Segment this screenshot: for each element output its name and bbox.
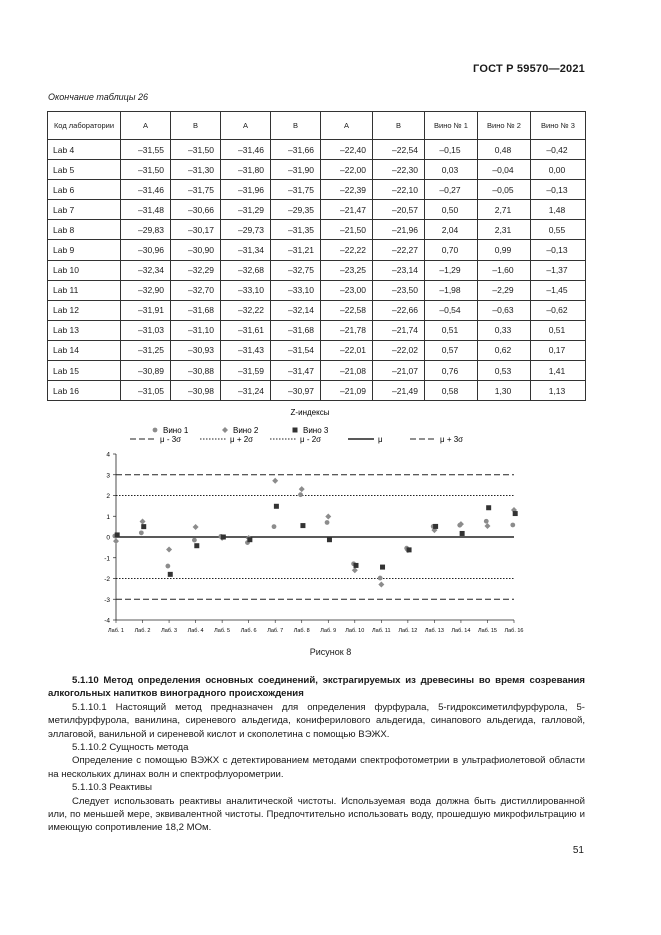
document-code: ГОСТ Р 59570—2021 (473, 63, 585, 75)
table-cell: –32,90 (121, 280, 171, 300)
table-cell: –30,98 (171, 381, 221, 401)
y-tick-label: 1 (106, 513, 110, 521)
table-cell: –30,66 (171, 200, 221, 220)
table-cell: 1,48 (531, 200, 586, 220)
table-cell: Lab 14 (48, 340, 121, 360)
table-cell: –31,68 (171, 300, 221, 320)
table-row (48, 340, 586, 360)
data-point (352, 567, 358, 573)
table-cell: –31,35 (271, 220, 321, 240)
table-cell: 0,76 (425, 361, 478, 381)
table-cell: 0,55 (531, 220, 586, 240)
table-cell: –32,22 (221, 300, 271, 320)
table-cell: –30,17 (171, 220, 221, 240)
table-cell: –23,25 (321, 260, 373, 280)
table-cell: –31,50 (121, 160, 171, 180)
table-cell: 0,48 (478, 140, 531, 160)
table-cell: –22,30 (373, 160, 425, 180)
data-point (141, 524, 146, 529)
table-cell: –31,50 (171, 140, 221, 160)
column-header: B (171, 112, 221, 140)
paragraph-5-1-10-2: 5.1.10.2 Сущность метода (72, 742, 189, 754)
table-cell: –0,54 (425, 300, 478, 320)
column-header: Вино № 2 (478, 112, 531, 140)
table-row (48, 220, 586, 240)
table-cell: –23,50 (373, 280, 425, 300)
table-cell: –31,25 (121, 340, 171, 360)
legend-marker (293, 428, 298, 433)
data-point (327, 537, 332, 542)
table-cell: –2,29 (478, 280, 531, 300)
table-header-row (48, 112, 586, 140)
table-row (48, 320, 586, 340)
table-row (48, 160, 586, 180)
table-cell: –22,39 (321, 180, 373, 200)
legend-label: Вино 1 (163, 426, 189, 435)
legend-label: Вино 3 (303, 426, 329, 435)
table-cell: 0,03 (425, 160, 478, 180)
x-tick-label: Лаб. 16 (504, 628, 524, 634)
data-point (299, 486, 305, 492)
table-cell: 2,04 (425, 220, 478, 240)
table-cell: –30,90 (171, 240, 221, 260)
column-header: Код лаборатории (48, 112, 121, 140)
data-point (510, 523, 515, 528)
table-cell: –21,08 (321, 361, 373, 381)
table-cell: Lab 6 (48, 180, 121, 200)
table-cell: –31,48 (121, 200, 171, 220)
data-point (513, 511, 518, 516)
data-point (354, 563, 359, 568)
table-cell: –31,59 (221, 361, 271, 381)
table-body (48, 140, 586, 401)
z-index-chart (90, 404, 530, 636)
paragraph-5-1-10-3: 5.1.10.3 Реактивы (72, 782, 153, 794)
table-cell: Lab 4 (48, 140, 121, 160)
table-cell: –22,01 (321, 340, 373, 360)
table-cell: –0,05 (478, 180, 531, 200)
x-tick-label: Лаб. 14 (451, 628, 471, 634)
table-cell: –1,37 (531, 260, 586, 280)
table-cell: –31,47 (271, 361, 321, 381)
table-cell: Lab 15 (48, 361, 121, 381)
data-point (484, 519, 489, 524)
x-tick-label: Лаб. 13 (424, 628, 444, 634)
table-cell: –0,15 (425, 140, 478, 160)
table-cell: –32,68 (221, 260, 271, 280)
data-point (139, 530, 144, 535)
legend-label: μ - 2σ (300, 435, 322, 444)
table-cell: –0,62 (531, 300, 586, 320)
table-cell: –0,13 (531, 180, 586, 200)
x-tick-label: Лаб. 3 (161, 628, 178, 634)
table-cell: –31,55 (121, 140, 171, 160)
paragraph-reagents: Следует использовать реактивы аналитической чистоты. Используемая вода должна быть дистиллированной или, по меньшей мере, эквивалентной чистоты. Предпочтительно использовать воду, прошедшую микрофильтрацию и имеющую сопротивление 18,2 МОм. (48, 795, 585, 834)
page-number: 51 (572, 845, 584, 856)
table-cell: –21,74 (373, 320, 425, 340)
data-point (113, 538, 119, 544)
data-point (247, 537, 252, 542)
column-header: A (321, 112, 373, 140)
legend-label: Вино 2 (233, 426, 259, 435)
section-5-1-10 (48, 674, 585, 835)
table-cell: –22,22 (321, 240, 373, 260)
table-cell: –0,27 (425, 180, 478, 200)
table-cell: –0,04 (478, 160, 531, 180)
data-point (166, 546, 172, 552)
table-cell: –31,61 (221, 320, 271, 340)
data-point (298, 492, 303, 497)
data-point (325, 513, 331, 519)
table-cell: –33,10 (271, 280, 321, 300)
legend-label: μ (378, 435, 383, 444)
table-cell: –23,14 (373, 260, 425, 280)
table-cell: –31,43 (221, 340, 271, 360)
table-cell: –30,89 (121, 361, 171, 381)
y-tick-label: -4 (104, 617, 110, 625)
data-point (272, 524, 277, 529)
table-cell: 0,51 (425, 320, 478, 340)
table-cell: 0,51 (531, 320, 586, 340)
table-cell: 0,99 (478, 240, 531, 260)
data-point (194, 543, 199, 548)
table-row (48, 300, 586, 320)
x-tick-label: Лаб. 8 (293, 628, 310, 634)
table-cell: –31,21 (271, 240, 321, 260)
chart-title: Z-индексы (290, 408, 330, 417)
table-cell: –30,88 (171, 361, 221, 381)
table-row (48, 361, 586, 381)
data-point (165, 564, 170, 569)
data-point (140, 518, 146, 524)
table-cell: 0,53 (478, 361, 531, 381)
table-cell: –30,96 (121, 240, 171, 260)
y-tick-label: 2 (106, 493, 110, 500)
table-cell: –21,96 (373, 220, 425, 240)
table-cell: –31,05 (121, 381, 171, 401)
paragraph-5-1-10-1: 5.1.10.1 Настоящий метод предназначен для определения фурфурала, 5-гидроксиметилфурфурола, 5-метилфурфурола, ванилина, сиреневого альдегида, кониферилового альдегида, синапового альдегида, галловой, эллаговой, ванильной и сиреневой кислот и скополетина с помощью ВЭЖХ. (48, 701, 585, 740)
x-tick-label: Лаб. 15 (477, 628, 497, 634)
table-cell: –31,75 (271, 180, 321, 200)
x-tick-label: Лаб. 2 (134, 628, 151, 634)
table-cell: –31,91 (121, 300, 171, 320)
table-cell: 0,62 (478, 340, 531, 360)
column-header: A (121, 112, 171, 140)
x-tick-label: Лаб. 6 (240, 628, 257, 634)
data-point (325, 520, 330, 525)
legend-marker (222, 427, 228, 433)
data-point (433, 524, 438, 529)
legend-marker (153, 428, 158, 433)
data-point (115, 532, 120, 537)
x-tick-label: Лаб. 12 (398, 628, 418, 634)
x-tick-label: Лаб. 11 (372, 628, 391, 634)
table-row (48, 140, 586, 160)
table-cell: –0,13 (531, 240, 586, 260)
table-cell: 2,31 (478, 220, 531, 240)
table-cell: –22,66 (373, 300, 425, 320)
table-cell: –21,78 (321, 320, 373, 340)
table-cell: 2,71 (478, 200, 531, 220)
table-row (48, 381, 586, 401)
table-cell: Lab 11 (48, 280, 121, 300)
table-cell: –22,54 (373, 140, 425, 160)
table-cell: –31,68 (271, 320, 321, 340)
table-cell: –0,63 (478, 300, 531, 320)
x-tick-label: Лаб. 1 (108, 628, 124, 634)
table-cell: Lab 8 (48, 220, 121, 240)
table-cell: –1,29 (425, 260, 478, 280)
table-cell: –30,93 (171, 340, 221, 360)
table-cell: –29,83 (121, 220, 171, 240)
column-header: A (221, 112, 271, 140)
table-cell: Lab 5 (48, 160, 121, 180)
data-point (192, 538, 197, 543)
table-cell: –31,80 (221, 160, 271, 180)
table-cell: 0,17 (531, 340, 586, 360)
table-cell: –32,34 (121, 260, 171, 280)
table-cell: –31,10 (171, 320, 221, 340)
data-point (193, 524, 199, 530)
paragraph-method-essence: Определение с помощью ВЭЖХ с детектированием методами спектрофотометрии в ультрафиолетовой области на нескольких длинах волн и спектрофлуорометрии. (48, 755, 585, 780)
section-heading: 5.1.10 Метод определения основных соединений, экстрагируемых из древесины во время созревания алкогольных напитков виноградного происхождения (48, 675, 585, 700)
data-point (407, 547, 412, 552)
data-point (460, 531, 465, 536)
table-cell: –22,27 (373, 240, 425, 260)
data-point (378, 582, 384, 588)
data-point (484, 523, 490, 529)
table-cell: –31,90 (271, 160, 321, 180)
y-tick-label: -2 (104, 576, 110, 583)
table-cell: –31,29 (221, 200, 271, 220)
data-point (168, 572, 173, 577)
y-tick-label: -3 (104, 596, 110, 604)
table-cell: –22,58 (321, 300, 373, 320)
column-header: Вино № 3 (531, 112, 586, 140)
table-row (48, 180, 586, 200)
table-cell: –31,66 (271, 140, 321, 160)
table-cell: –21,50 (321, 220, 373, 240)
table-cell: –31,30 (171, 160, 221, 180)
table-cell: –29,35 (271, 200, 321, 220)
table-cell: 0,33 (478, 320, 531, 340)
table-cell: –21,09 (321, 381, 373, 401)
y-tick-label: 0 (106, 534, 110, 542)
table-cell: 0,57 (425, 340, 478, 360)
table-cell: Lab 7 (48, 200, 121, 220)
table-row (48, 240, 586, 260)
table-cell: –31,03 (121, 320, 171, 340)
x-tick-label: Лаб. 7 (267, 628, 284, 634)
table-cell: –22,40 (321, 140, 373, 160)
table-row (48, 260, 586, 280)
table-cell: –1,45 (531, 280, 586, 300)
table-cell: –29,73 (221, 220, 271, 240)
data-point (221, 535, 226, 540)
table-row (48, 200, 586, 220)
x-tick-label: Лаб. 4 (187, 628, 204, 634)
table-cell: Lab 9 (48, 240, 121, 260)
table-cell: –33,10 (221, 280, 271, 300)
legend-label: μ - 3σ (160, 435, 182, 444)
table-cell: –31,75 (171, 180, 221, 200)
column-header: B (373, 112, 425, 140)
column-header: B (271, 112, 321, 140)
table-cell: –21,07 (373, 361, 425, 381)
table-cell: 1,13 (531, 381, 586, 401)
table-cell: –31,54 (271, 340, 321, 360)
table-cell: –1,60 (478, 260, 531, 280)
legend-label: μ + 2σ (230, 435, 254, 444)
table-cell: Lab 10 (48, 260, 121, 280)
x-tick-label: Лаб. 9 (320, 628, 337, 634)
table-cell: –21,47 (321, 200, 373, 220)
table-cell: –21,49 (373, 381, 425, 401)
table-cell: –32,29 (171, 260, 221, 280)
table-cell: –31,96 (221, 180, 271, 200)
data-point (272, 478, 278, 484)
table-cell: 1,30 (478, 381, 531, 401)
y-tick-label: 4 (106, 451, 110, 459)
table-cell: 1,41 (531, 361, 586, 381)
data-point (486, 505, 491, 510)
data-point (378, 576, 383, 581)
table-cell: –32,75 (271, 260, 321, 280)
table-cell: –31,46 (221, 140, 271, 160)
table-cell: –31,24 (221, 381, 271, 401)
table-cell: –31,46 (121, 180, 171, 200)
y-tick-label: 3 (106, 472, 110, 480)
table-cell: –20,57 (373, 200, 425, 220)
table-cell: Lab 12 (48, 300, 121, 320)
table-cell: 0,58 (425, 381, 478, 401)
x-tick-label: Лаб. 5 (214, 628, 231, 634)
data-point (380, 565, 385, 570)
data-point (274, 504, 279, 509)
table-cell: Lab 16 (48, 381, 121, 401)
y-tick-label: -1 (104, 555, 110, 563)
table-caption: Окончание таблицы 26 (48, 92, 148, 102)
x-tick-label: Лаб. 10 (345, 628, 365, 634)
table-cell: –22,00 (321, 160, 373, 180)
table-cell: 0,70 (425, 240, 478, 260)
table-cell: –22,10 (373, 180, 425, 200)
table-cell: Lab 13 (48, 320, 121, 340)
table-cell: 0,00 (531, 160, 586, 180)
results-table (47, 111, 586, 401)
data-point (300, 523, 305, 528)
table-cell: –31,34 (221, 240, 271, 260)
table-cell: –32,70 (171, 280, 221, 300)
table-row (48, 280, 586, 300)
table-cell: –30,97 (271, 381, 321, 401)
table-cell: –22,02 (373, 340, 425, 360)
table-cell: –32,14 (271, 300, 321, 320)
legend-label: μ + 3σ (440, 435, 464, 444)
column-header: Вино № 1 (425, 112, 478, 140)
table-cell: –23,00 (321, 280, 373, 300)
table-cell: 0,50 (425, 200, 478, 220)
figure-caption: Рисунок 8 (309, 647, 352, 657)
table-cell: –1,98 (425, 280, 478, 300)
table-cell: –0,42 (531, 140, 586, 160)
